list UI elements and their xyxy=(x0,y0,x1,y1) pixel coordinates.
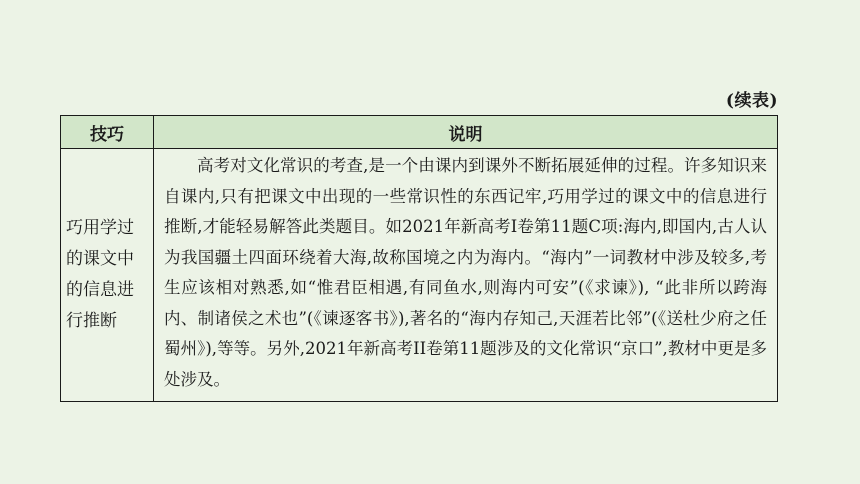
header-description: 说明 xyxy=(154,116,778,149)
header-technique: 技巧 xyxy=(61,116,154,149)
table-row xyxy=(61,149,778,402)
techniques-table xyxy=(60,115,778,402)
technique-cell: 巧用学过的课文中的信息进行推断 xyxy=(61,149,154,402)
continued-label: (续表) xyxy=(725,91,778,111)
description-text: 高考对文化常识的考查,是一个由课内到课外不断拓展延伸的过程。许多知识来自课内,只有把课文中出现的一些常识性的东西记牢,巧用学过的课文中的信息进行推断,才能轻易解答此类题目。如2021年新高考I卷第11题C项:海内,即国内,古人认为我国疆土四面环绕着大海,故称国境之内为海内。“海内”一词教材中涉及较多,考生应该相对熟悉,如“惟君臣相遇,有同鱼水,则海内可安”(《求谏》), “此非所以跨海内、制诸侯之术也”(《谏逐客书》),著名的“海内存知己,天涯若比邻”(《送杜少府之任蜀州》),等等。另外,2021年新高考II卷第11题涉及的文化常识“京口”,教材中更是多处涉及。 xyxy=(164,156,767,389)
description-cell xyxy=(154,149,778,402)
table-header-row xyxy=(61,116,778,149)
